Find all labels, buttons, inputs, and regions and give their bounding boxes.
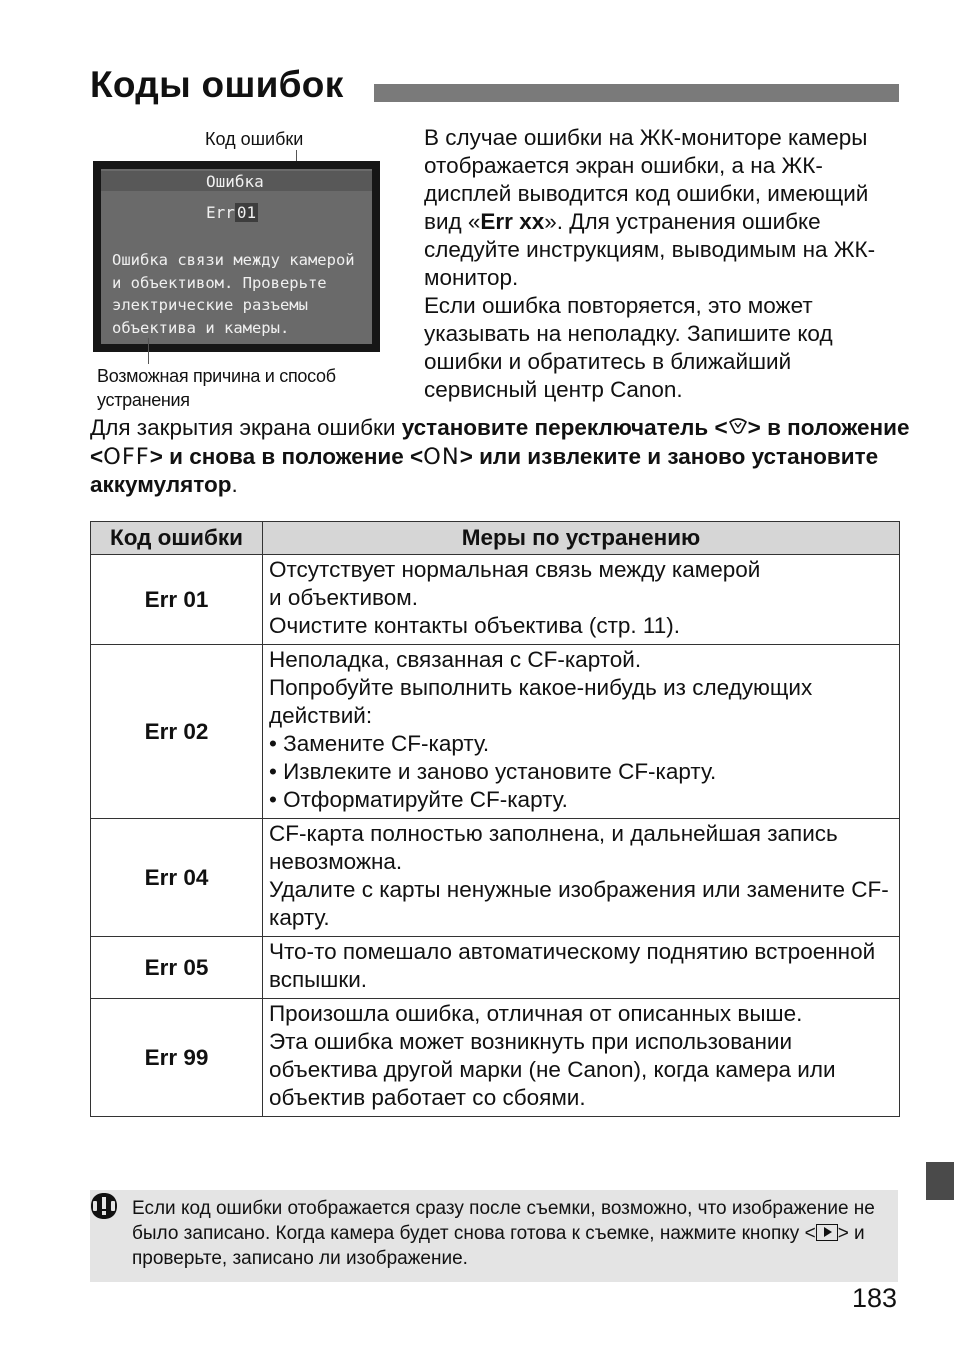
error-format: Err xx (480, 209, 545, 234)
table-row (91, 999, 900, 1117)
error-measures-cell (263, 999, 900, 1117)
caution-note-text: Если код ошибки отображается сразу после съемки, возможно, что изображение не было записано. Когда камера будет снова готова к съемке, нажмите кнопку < > и проверьте, записано ли изображение. (132, 1198, 875, 1269)
table-row (91, 819, 900, 937)
measure-line: Очистите контакты объектива (стр. 11). (269, 613, 680, 638)
switch-off-label: OFF (103, 443, 150, 470)
measure-line: • Извлеките и заново установите CF-карту. (269, 759, 717, 784)
table-row (91, 645, 900, 819)
power-switch-icon (728, 414, 748, 443)
measure-line: Произошла ошибка, отличная от описанных выше. (269, 1001, 803, 1026)
callout-error-code: Код ошибки (205, 129, 304, 149)
lcd-error-code (206, 203, 258, 222)
intro-paragraph-1: В случае ошибки на ЖК-мониторе камеры отображается экран ошибки, а на ЖК-дисплей выводится код ошибки, имеющий вид «Err xx». Для устранения ошибке следуйте инструкциям, выводимым на ЖК-монитор. (424, 125, 876, 290)
table-row (91, 937, 900, 999)
error-code-cell: Err 04 (91, 819, 263, 937)
error-measures-cell (263, 937, 900, 999)
page-title: Коды ошибок (90, 64, 344, 105)
error-measures-cell (263, 819, 900, 937)
intro-paragraph-2: Если ошибка повторяется, это может указывать на неполадку. Запишите код ошибки и обратитесь в ближайший сервисный центр Canon. (424, 293, 833, 402)
error-measures-cell (263, 555, 900, 645)
caution-icon (90, 1192, 118, 1220)
measure-line: CF-карта полностью заполнена, и дальнейшая запись невозможна. (269, 821, 838, 874)
error-code-cell: Err 02 (91, 645, 263, 819)
lcd-header-text: Ошибка (206, 172, 264, 191)
error-code-cell: Err 05 (91, 937, 263, 999)
lcd-screen-body (101, 169, 372, 344)
error-code-cell: Err 99 (91, 999, 263, 1117)
lcd-error-message: Ошибка связи между камерой и объективом. Проверьте электрические разъемы объектива и камеры. (112, 251, 355, 337)
callout-cause: Возможная причина и способ устранения (97, 366, 336, 410)
callout-leader-line (148, 338, 149, 364)
measure-line: Удалите с карты ненужные изображения или замените CF-карту. (269, 877, 889, 930)
measure-line: Эта ошибка может возникнуть при использовании объектива другой марки (не Canon), когда камера или объектив работает со сбоями. (269, 1029, 836, 1110)
page-number: 183 (852, 1283, 898, 1313)
table-header-row (91, 522, 900, 555)
measure-line: • Замените CF-карту. (269, 731, 490, 756)
section-tab-marker (926, 1162, 954, 1200)
instruction-text: Для закрытия экрана ошибки установите переключатель < > в положение <OFF> и снова в положение <ON> или извлеките и заново установите аккумулятор. (90, 415, 910, 497)
measure-line: • Отформатируйте CF-карту. (269, 787, 568, 812)
intro-text (424, 124, 902, 404)
error-measures-cell (263, 645, 900, 819)
error-code-cell: Err 01 (91, 555, 263, 645)
measure-line: и объективом. (269, 585, 418, 610)
lcd-error-screen (93, 161, 380, 352)
measure-line: Отсутствует нормальная связь между камерой (269, 557, 761, 582)
error-codes-table (90, 521, 900, 1117)
measure-line: Что-то помешало автоматическому поднятию встроенной вспышки. (269, 939, 876, 992)
lcd-code-number: 01 (236, 203, 257, 222)
measure-line: Неполадка, связанная с CF-картой. (269, 647, 642, 672)
playback-button-icon (816, 1224, 838, 1241)
column-header-measures: Меры по устранению (263, 522, 900, 555)
title-rule (374, 84, 899, 102)
switch-on-label: ON (423, 443, 460, 470)
lcd-code-prefix: Err (206, 203, 235, 222)
measure-line: Попробуйте выполнить какое-нибудь из следующих действий: (269, 675, 813, 728)
column-header-code: Код ошибки (91, 522, 263, 555)
table-row (91, 555, 900, 645)
